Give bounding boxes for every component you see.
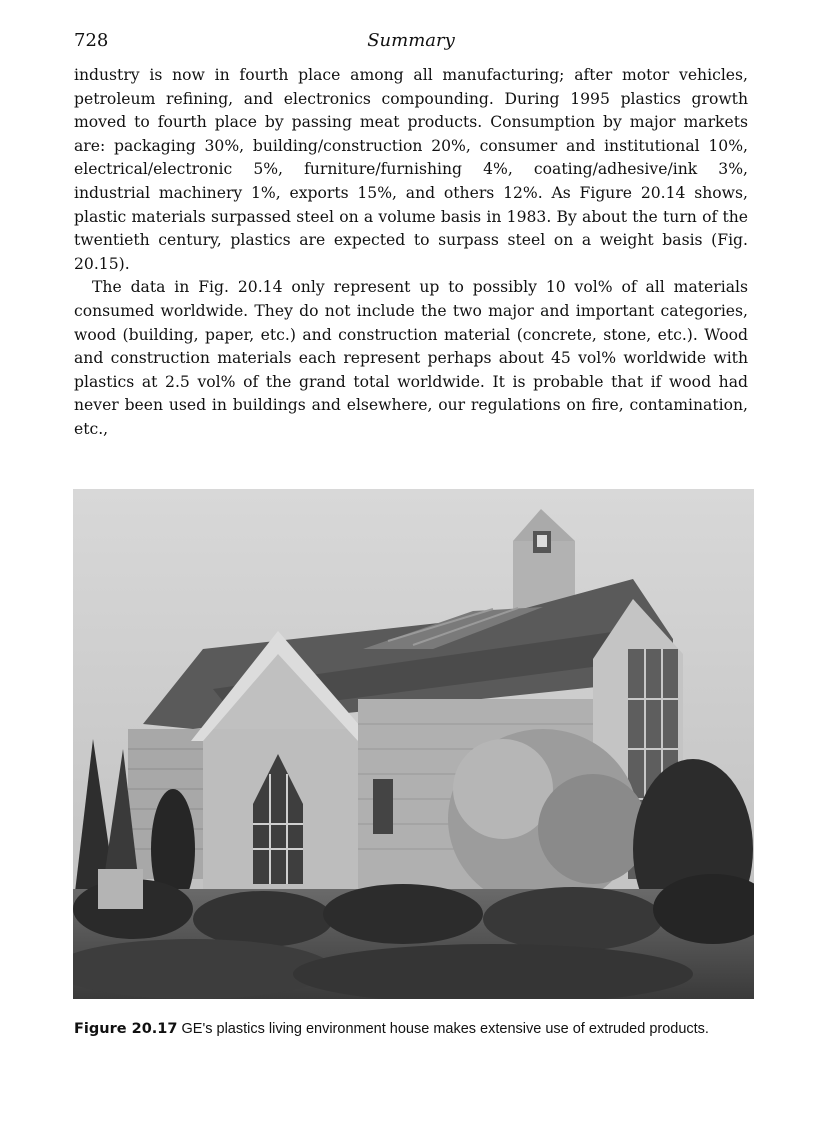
paragraph-2: The data in Fig. 20.14 only represent up to possibly 10 vol% of all materials consumed worldwide. They do not include the two major and important categories, wood (building, paper, etc.) and construction material (concrete, stone, etc.). Wood and construction materials each represent perhaps about 45 vol% worldwide with plastics at 2.5 vol% of the grand total worldwide. It is probable that if wood had never been used in buildings and elsewhere, our regulations on fire, contamination, etc.,: [74, 278, 748, 438]
figure-caption: [74, 1018, 754, 1040]
paragraph-1: industry is now in fourth place among all manufacturing; after motor vehicles, petroleum refining, and electronics compounding. During 1995 plastics growth moved to fourth place by passing meat products. Consumption by major markets are: packaging 30%, building/construction 20%, consumer and institutional 10%, electrical/electronic 5%, furniture/furnishing 4%, coating/adhesive/ink 3%, industrial machinery 1%, exports 15%, and others 12%. As Figure 20.14 shows, plastic materials surpassed steel on a volume basis in 1983. By about the turn of the twentieth century, plastics are expected to surpass steel on a weight basis (Fig. 20.15).: [74, 66, 748, 273]
house-photo-illustration: [73, 489, 754, 999]
figure-caption-text: GE's plastics living environment house makes extensive use of extruded products.: [177, 1021, 709, 1037]
page-number: 728: [74, 30, 109, 51]
figure-label: Figure 20.17: [74, 1021, 178, 1037]
house-photograph: [73, 489, 754, 999]
running-title: Summary: [367, 30, 455, 51]
body-text: [74, 64, 748, 442]
running-header: [74, 30, 748, 54]
